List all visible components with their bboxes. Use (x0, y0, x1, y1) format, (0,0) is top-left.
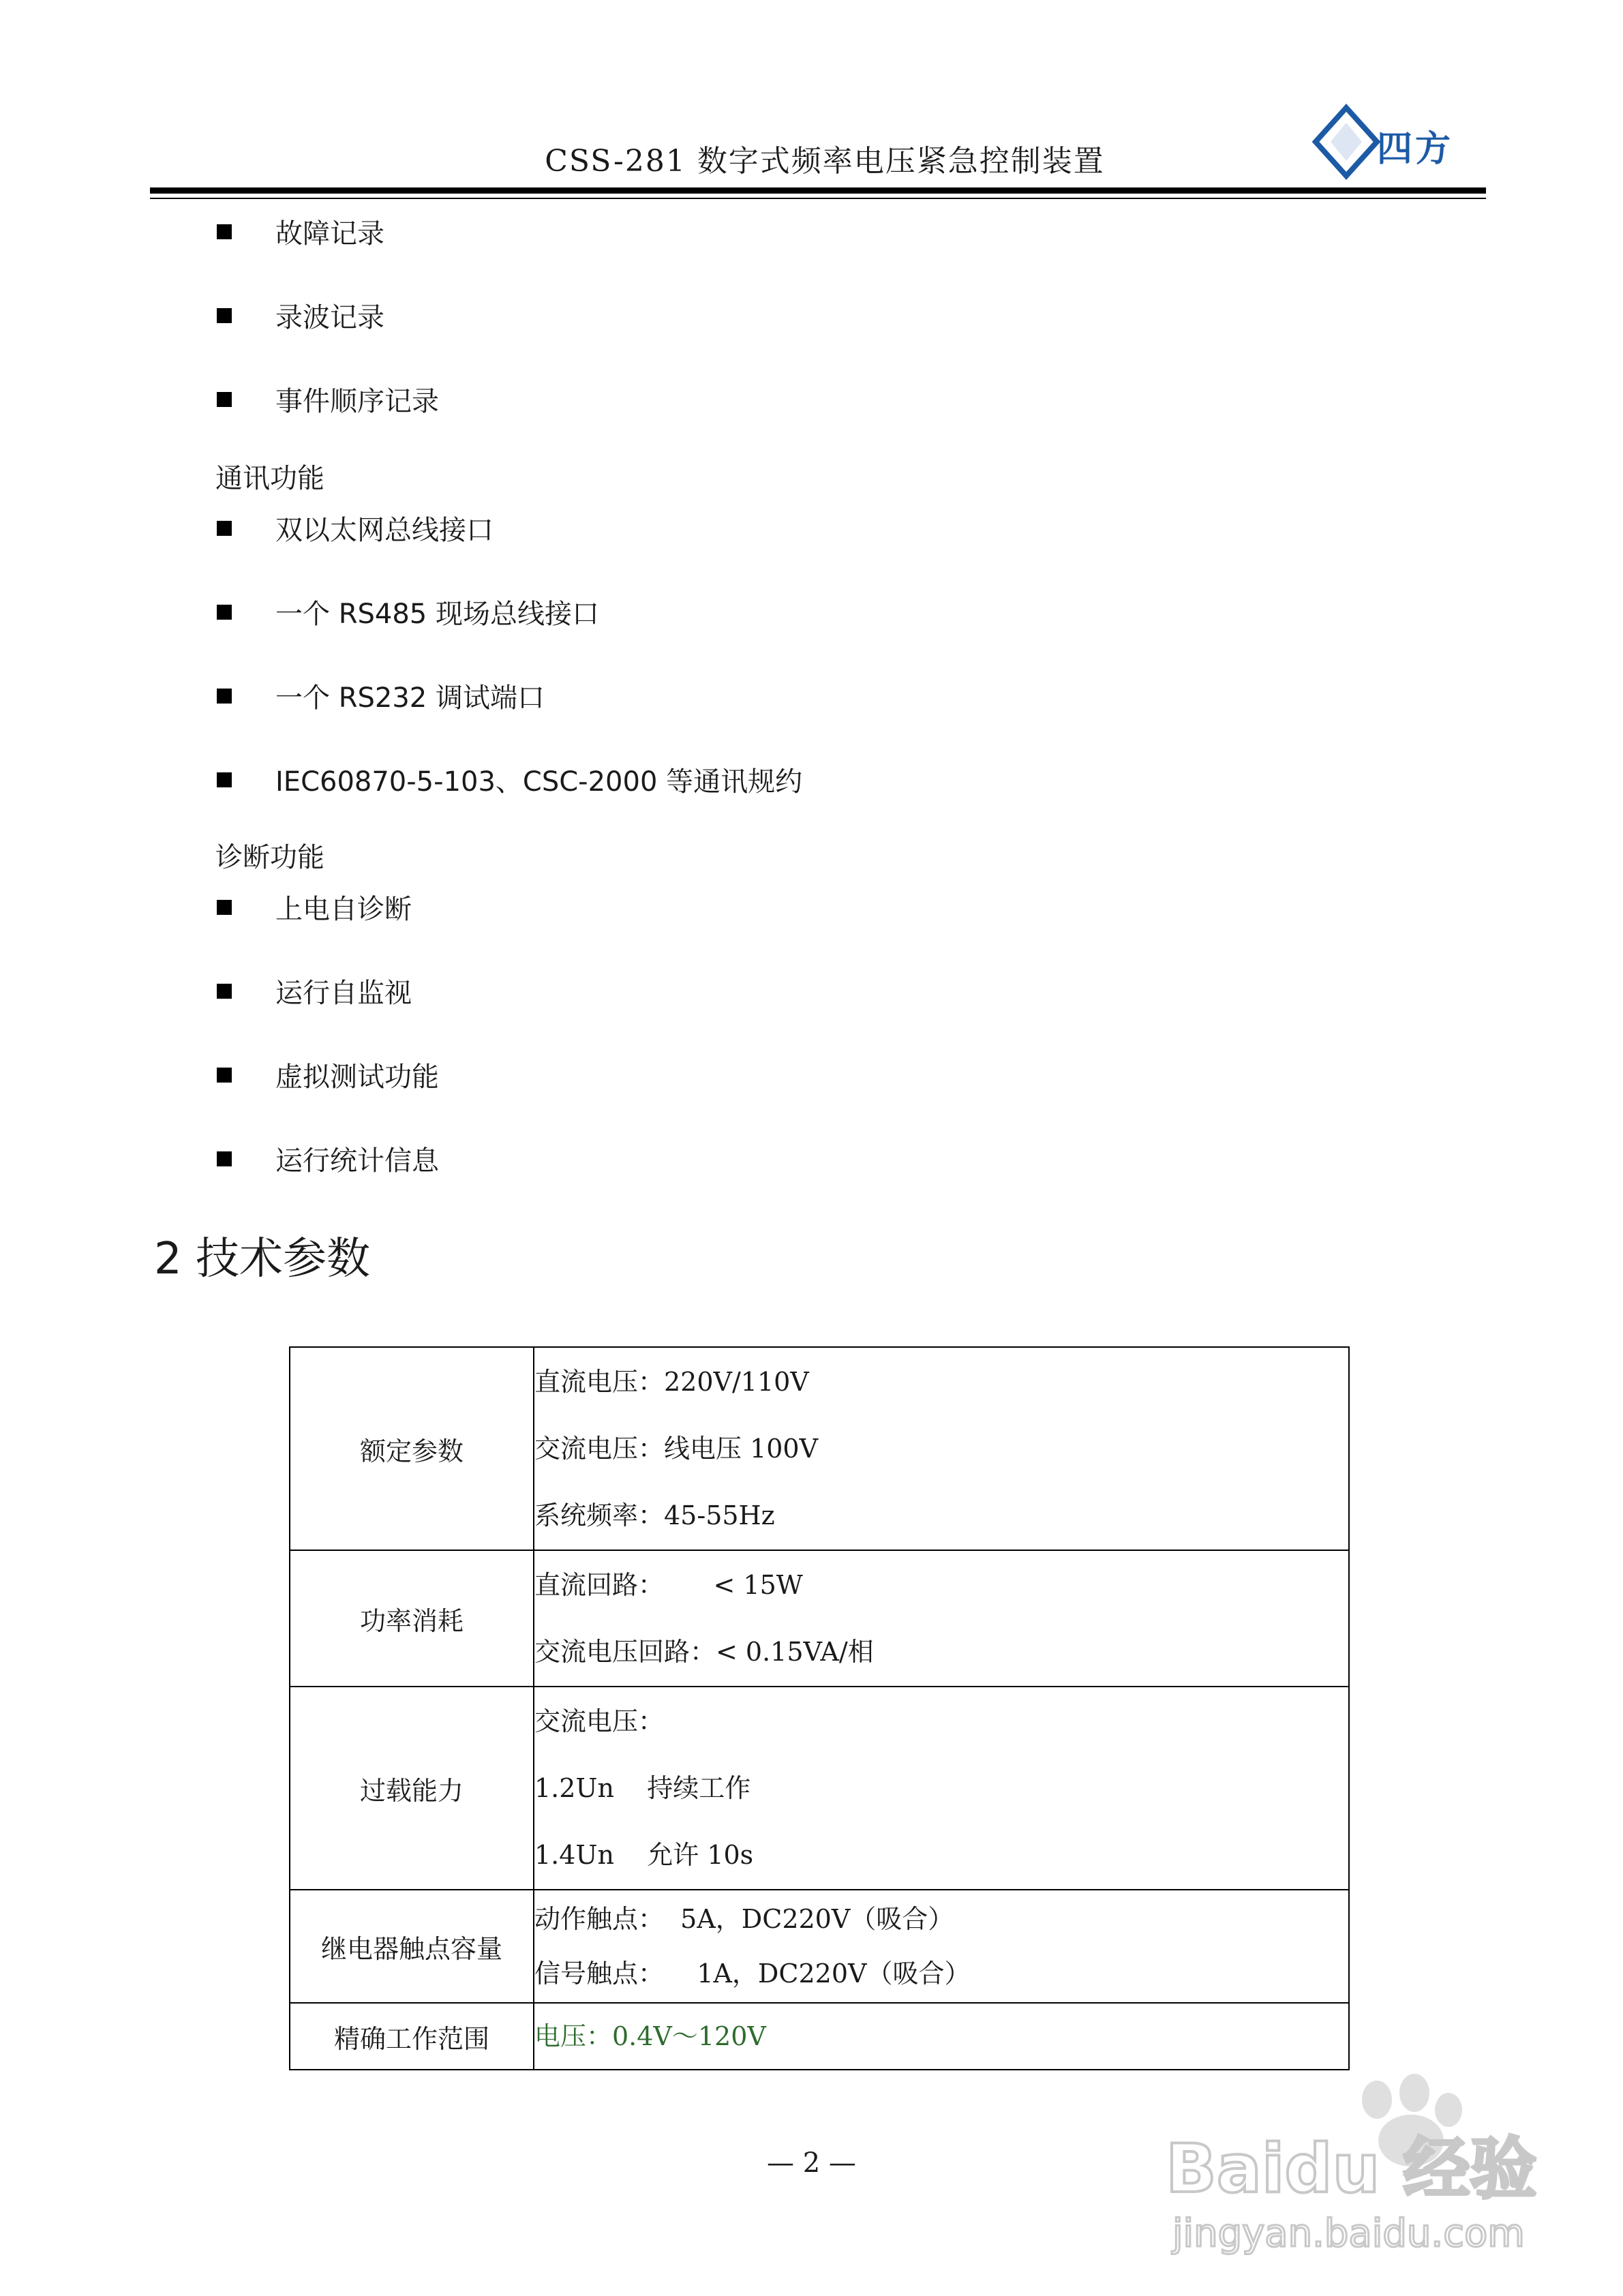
list-item: 双以太网总线接口 (217, 511, 494, 547)
row-label: 额定参数 (290, 1347, 534, 1550)
watermark-brand: Baidu 经验 (1166, 2130, 1537, 2208)
baidu-watermark (1152, 2072, 1541, 2263)
row-label: 功率消耗 (290, 1550, 534, 1687)
list-item: 事件顺序记录 (217, 382, 439, 419)
table-row (290, 1347, 1349, 1550)
logo-text: 四方 (1377, 129, 1454, 170)
list-item: 上电自诊断 (217, 890, 412, 926)
list-item: 一个 RS485 现场总线接口 (217, 595, 599, 631)
square-bullet-icon (217, 1068, 232, 1083)
row-value: 电压：0.4V～120V (534, 2003, 1349, 2070)
square-bullet-icon (217, 772, 232, 787)
list-item: 运行自监视 (217, 974, 412, 1010)
square-bullet-icon (217, 1151, 232, 1166)
table-row (290, 1890, 1349, 2003)
square-bullet-icon (217, 984, 232, 999)
row-label: 精确工作范围 (290, 2003, 534, 2070)
table-row (290, 2003, 1349, 2070)
row-value: 直流回路： < 15W 交流电压回路：< 0.15VA/相 (534, 1550, 1349, 1687)
list-item: IEC60870-5-103、CSC-2000 等通讯规约 (217, 763, 802, 799)
square-bullet-icon (217, 392, 232, 407)
square-bullet-icon (217, 308, 232, 323)
watermark-url: jingyan.baidu.com (1172, 2211, 1525, 2256)
diamond-logo-icon (1316, 108, 1377, 176)
header-rule-thin (150, 198, 1486, 199)
row-value: 动作触点： 5A，DC220V（吸合） 信号触点： 1A，DC220V（吸合） (534, 1890, 1349, 2003)
header-rule-thick (150, 187, 1486, 194)
row-value: 直流电压：220V/110V 交流电压：线电压 100V 系统频率：45-55Hz (534, 1347, 1349, 1550)
row-label: 继电器触点容量 (290, 1890, 534, 2003)
page-number: — 2 — (767, 2147, 856, 2179)
square-bullet-icon (217, 605, 232, 620)
list-item: 虚拟测试功能 (217, 1058, 439, 1094)
square-bullet-icon (217, 224, 232, 239)
row-value: 交流电压： 1.2Un 持续工作 1.4Un 允许 10s (534, 1687, 1349, 1890)
square-bullet-icon (217, 521, 232, 536)
list-item: 故障记录 (217, 215, 384, 251)
table-row (290, 1550, 1349, 1687)
row-label: 过载能力 (290, 1687, 534, 1890)
subhead-comm: 通讯功能 (215, 463, 324, 494)
section-heading: 2 技术参数 (154, 1234, 371, 1284)
square-bullet-icon (217, 689, 232, 704)
list-item: 运行统计信息 (217, 1142, 439, 1178)
square-bullet-icon (217, 900, 232, 915)
tech-params-table (289, 1346, 1350, 2070)
header-title: CSS-281 数字式频率电压紧急控制装置 (545, 144, 1105, 179)
list-item: 录波记录 (217, 299, 384, 335)
table-row (290, 1687, 1349, 1890)
subhead-diag: 诊断功能 (215, 842, 324, 873)
list-item: 一个 RS232 调试端口 (217, 679, 545, 715)
